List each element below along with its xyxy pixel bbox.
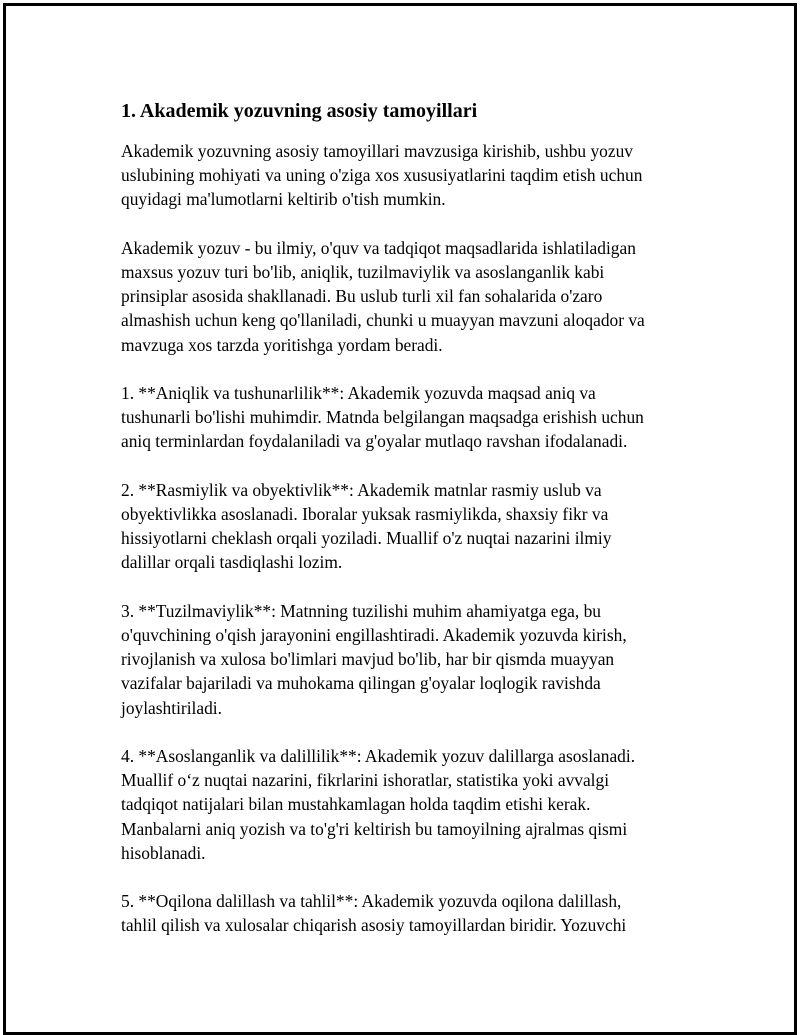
text-line: Manbalarni aniq yozish va to'g'ri keltirish bu tamoyilning ajralmas qismi xyxy=(121,818,628,839)
text-line: uslubining mohiyati va uning o'ziga xos xususiyatlarini taqdim etish uchun xyxy=(121,165,643,186)
text-line: 5. **Oqilona dalillash va tahlil**: Akademik yozuvda oqilona dalillash, xyxy=(121,891,622,912)
text-line: obyektivlikka asoslanadi. Iboralar yuksak rasmiylikda, shaxsiy fikr va xyxy=(121,504,609,524)
text-line: o'quvchining o'qish jarayonini engillashtiradi. Akademik yozuvda kirish, xyxy=(121,625,627,645)
text-line: 3. **Tuzilmaviylik**: Matnning tuzilishi muhim ahamiyatga ega, bu xyxy=(121,600,601,621)
text-line: tahlil qilish va xulosalar chiqarish asosiy tamoyillardan biridir. Yozuvchi xyxy=(121,915,627,936)
paragraph-definition xyxy=(121,236,721,357)
paragraph-principle-2 xyxy=(121,478,721,575)
paragraph-principle-3 xyxy=(121,599,721,720)
text-line: Akademik yozuv - bu ilmiy, o'quv va tadqiqot maqsadlarida ishlatiladigan xyxy=(121,237,636,258)
text-line: 1. **Aniqlik va tushunarlilik**: Akademik yozuvda maqsad aniq va xyxy=(121,383,596,403)
text-line: prinsiplar asosida shakllanadi. Bu uslub turli xil fan sohalarida o'zaro xyxy=(121,286,603,307)
text-line: almashish uchun keng qo'llaniladi, chunki u muayyan mavzuni aloqador va xyxy=(121,310,645,331)
document-body xyxy=(121,99,721,962)
text-line: hisoblanadi. xyxy=(121,842,206,863)
text-line: rivojlanish va xulosa bo'limlari mavjud bo'lib, har bir qismda muayyan xyxy=(121,649,615,670)
text-line: Muallif o‘z nuqtai nazarini, fikrlarini ishoratlar, statistika yoki avvalgi xyxy=(121,770,610,791)
paragraph-principle-4 xyxy=(121,744,721,865)
text-line: dalillar orqali tasdiqlashi lozim. xyxy=(121,552,343,573)
text-line: Akademik yozuvning asosiy tamoyillari mavzusiga kirishib, ushbu yozuv xyxy=(121,141,633,161)
text-line: tadqiqot natijalari bilan mustahkamlagan holda taqdim etishi kerak. xyxy=(121,794,591,815)
text-line: tushunarli bo'lishi muhimdir. Matnda belgilangan maqsadga erishish uchun xyxy=(121,407,644,428)
text-line: quyidagi ma'lumotlarni keltirib o'tish mumkin. xyxy=(121,189,446,210)
text-line: hissiyotlarni cheklash orqali yoziladi. Muallif o'z nuqtai nazarini ilmiy xyxy=(121,528,612,549)
text-line: mavzuga xos tarzda yoritishga yordam beradi. xyxy=(121,334,443,355)
page-frame xyxy=(3,3,797,1035)
section-heading: 1. Akademik yozuvning asosiy tamoyillari xyxy=(121,100,478,122)
text-line: aniq terminlardan foydalaniladi va g'oyalar mutlaqo ravshan ifodalanadi. xyxy=(121,431,628,452)
paragraph-intro xyxy=(121,139,721,212)
paragraph-principle-1 xyxy=(121,381,721,454)
text-line: joylashtiriladi. xyxy=(121,697,222,718)
text-line: maxsus yozuv turi bo'lib, aniqlik, tuzilmaviylik va asoslanganlik kabi xyxy=(121,262,605,282)
text-line: vazifalar bajariladi va muhokama qilingan g'oyalar loqlogik ravishda xyxy=(121,673,601,694)
paragraph-principle-5 xyxy=(121,889,721,937)
text-line: 2. **Rasmiylik va obyektivlik**: Akademik matnlar rasmiy uslub va xyxy=(121,479,602,500)
text-line: 4. **Asoslanganlik va dalillilik**: Akademik yozuv dalillarga asoslanadi. xyxy=(121,746,636,766)
